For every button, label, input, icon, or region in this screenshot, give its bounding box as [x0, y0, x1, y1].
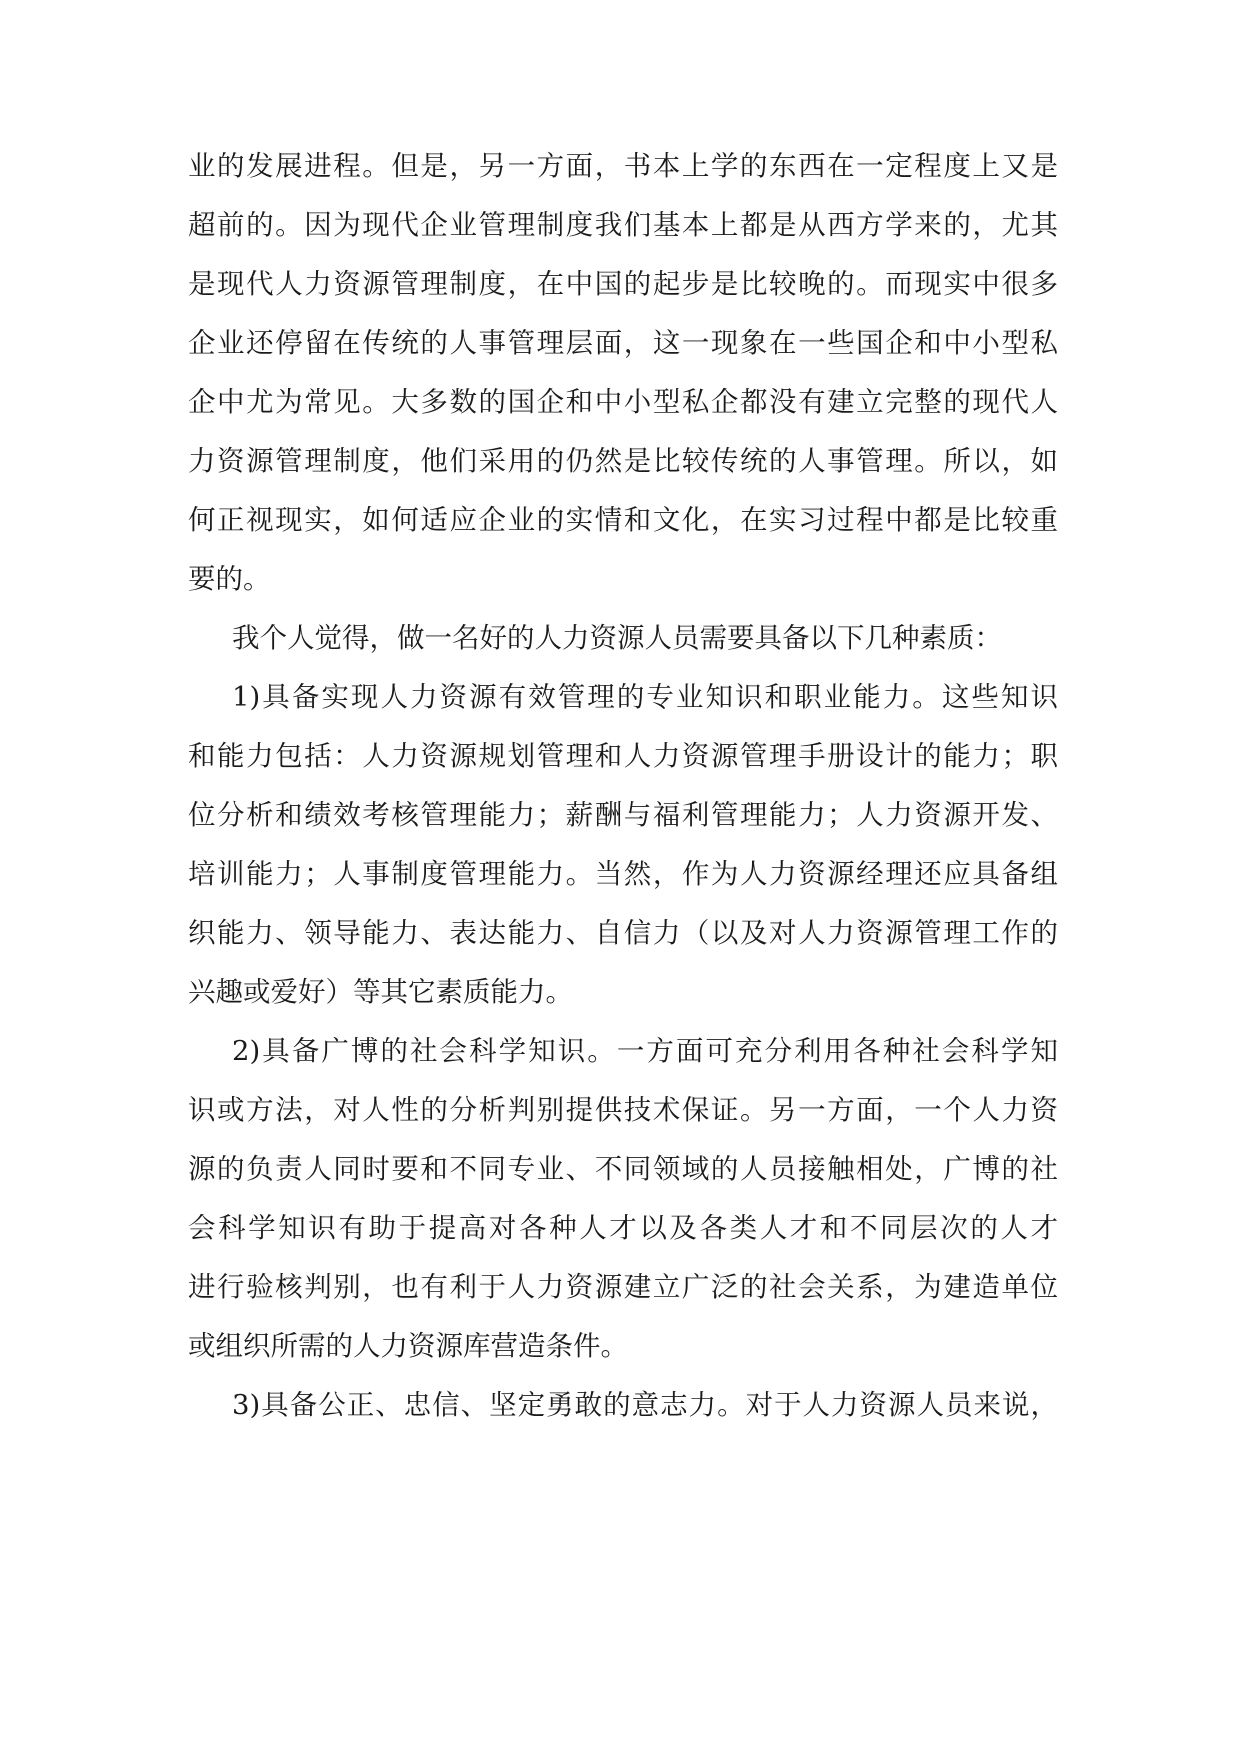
body-text-line: 或组织所需的人力资源库营造条件。	[188, 1330, 628, 1362]
body-text-line: 企中尤为常见。大多数的国企和中小型私企都没有建立完整的现代人	[188, 386, 1058, 418]
body-text-line: 企业还停留在传统的人事管理层面，这一现象在一些国企和中小型私	[188, 327, 1058, 359]
body-text-line: 会科学知识有助于提高对各种人才以及各类人才和不同层次的人才	[188, 1212, 1058, 1244]
body-text-line: 识或方法，对人性的分析判别提供技术保证。另一方面，一个人力资	[188, 1094, 1058, 1126]
body-text-line: 力资源管理制度，他们采用的仍然是比较传统的人事管理。所以，如	[188, 445, 1058, 477]
body-text-line: 进行验核判别，也有利于人力资源建立广泛的社会关系，为建造单位	[188, 1271, 1058, 1303]
body-text-line: 要的。	[188, 563, 271, 595]
list-item-3-heading: 3)具备公正、忠信、坚定勇敢的意志力。对于人力资源人员来说，	[232, 1389, 1058, 1421]
body-text-line: 业的发展进程。但是，另一方面，书本上学的东西在一定程度上又是	[188, 150, 1058, 182]
body-text-line: 织能力、领导能力、表达能力、自信力（以及对人力资源管理工作的	[188, 917, 1058, 949]
list-item-2-heading: 2)具备广博的社会科学知识。一方面可充分利用各种社会科学知	[232, 1035, 1058, 1067]
paragraph-intro: 我个人觉得，做一名好的人力资源人员需要具备以下几种素质：	[232, 622, 1002, 654]
body-text-line: 是现代人力资源管理制度，在中国的起步是比较晚的。而现实中很多	[188, 268, 1058, 300]
list-item-1-heading: 1)具备实现人力资源有效管理的专业知识和职业能力。这些知识	[232, 681, 1058, 713]
body-text-line: 位分析和绩效考核管理能力；薪酬与福利管理能力；人力资源开发、	[188, 799, 1058, 831]
body-text-line: 超前的。因为现代企业管理制度我们基本上都是从西方学来的，尤其	[188, 209, 1058, 241]
body-text-line: 何正视现实，如何适应企业的实情和文化，在实习过程中都是比较重	[188, 504, 1058, 536]
body-text-line: 培训能力；人事制度管理能力。当然，作为人力资源经理还应具备组	[188, 858, 1058, 890]
body-text-line: 和能力包括：人力资源规划管理和人力资源管理手册设计的能力；职	[188, 740, 1058, 772]
body-text-line: 兴趣或爱好）等其它素质能力。	[188, 976, 573, 1008]
body-text-line: 源的负责人同时要和不同专业、不同领域的人员接触相处，广博的社	[188, 1153, 1058, 1185]
